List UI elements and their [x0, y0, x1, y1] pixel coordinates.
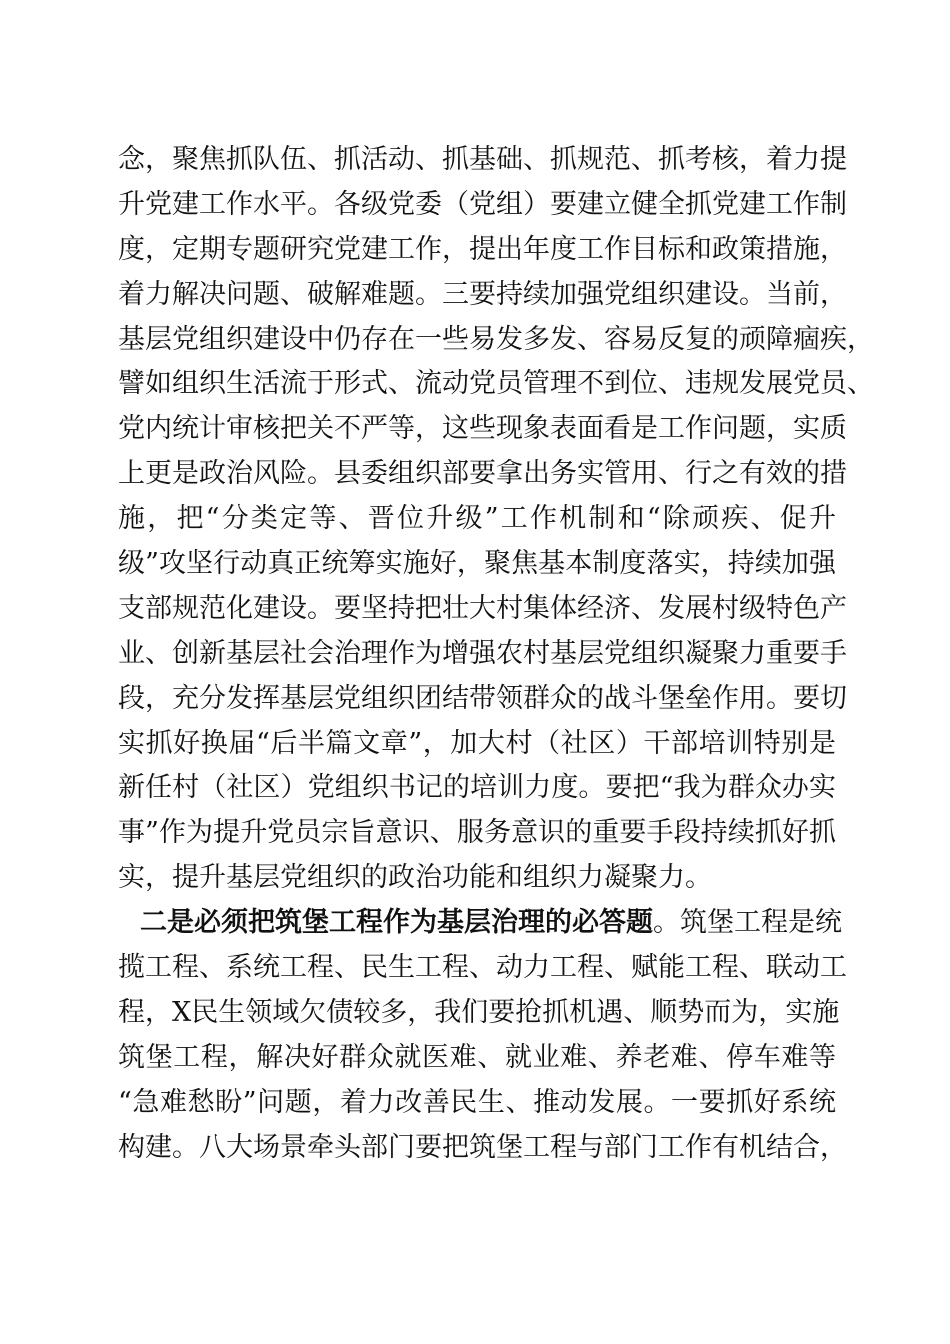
text-line: 段，充分发挥基层党组织团结带领群众的战斗堡垒作用。要切: [118, 682, 847, 714]
text-line: 上更是政治风险。县委组织部要拿出务实管用、行之有效的措: [118, 458, 847, 490]
paragraph-2: [118, 904, 847, 1173]
text-line: [118, 904, 842, 949]
text-line: 筑堡工程，解决好群众就医难、就业难、养老难、停车难等: [118, 1041, 836, 1073]
text-line: 基层党组织建设中仍存在一些易发多发、容易反复的顽障痼疾，: [118, 323, 874, 355]
section-heading: 二是必须把筑堡工程作为基层治理的必答题: [140, 907, 653, 939]
text-line: 譬如组织生活流于形式、流动党员管理不到位、违规发展党员、: [118, 368, 874, 400]
text-line: 级”攻坚行动真正统筹实施好，聚焦基本制度落实，持续加强: [118, 548, 836, 580]
text-line: “急难愁盼”问题，着力改善民生、推动发展。一要抓好系统: [118, 1086, 836, 1118]
text-line: 构建。八大场景牵头部门要把筑堡工程与部门工作有机结合，: [118, 1131, 847, 1163]
text-line: 程，X民生领域欠债较多，我们要抢抓机遇、顺势而为，实施: [118, 996, 840, 1028]
text-line: 念，聚焦抓队伍、抓活动、抓基础、抓规范、抓考核，着力提: [118, 144, 847, 175]
text-line: 党内统计审核把关不严等，这些现象表面看是工作问题，实质: [118, 413, 847, 445]
text-line: 着力解决问题、破解难题。三要持续加强党组织建设。当前，: [118, 278, 847, 310]
text-line: 度，定期专题研究党建工作，提出年度工作目标和政策措施，: [118, 233, 847, 265]
text-span: 。筑堡工程是统: [653, 907, 842, 939]
text-line: 施，把“分类定等、晋位升级”工作机制和“除顽疾、促升: [118, 503, 836, 535]
text-line: 事”作为提升党员宗旨意识、服务意识的重要手段持续抓好抓: [118, 817, 836, 849]
text-line: 支部规范化建设。要坚持把壮大村集体经济、发展村级特色产: [118, 592, 847, 624]
text-line: 实，提升基层党组织的政治功能和组织力凝聚力。: [118, 862, 712, 894]
text-line: 新任村（社区）党组织书记的培训力度。要把“我为群众办实: [118, 772, 836, 804]
document-page: [118, 141, 874, 1173]
text-line: 实抓好换届“后半篇文章”，加大村（社区）干部培训特别是: [118, 727, 836, 759]
text-line: 升党建工作水平。各级党委（党组）要建立健全抓党建工作制: [118, 188, 847, 220]
paragraph-1: [118, 141, 874, 904]
text-line: 揽工程、系统工程、民生工程、动力工程、赋能工程、联动工: [118, 952, 847, 984]
text-line: 业、创新基层社会治理作为增强农村基层党组织凝聚力重要手: [118, 637, 847, 669]
